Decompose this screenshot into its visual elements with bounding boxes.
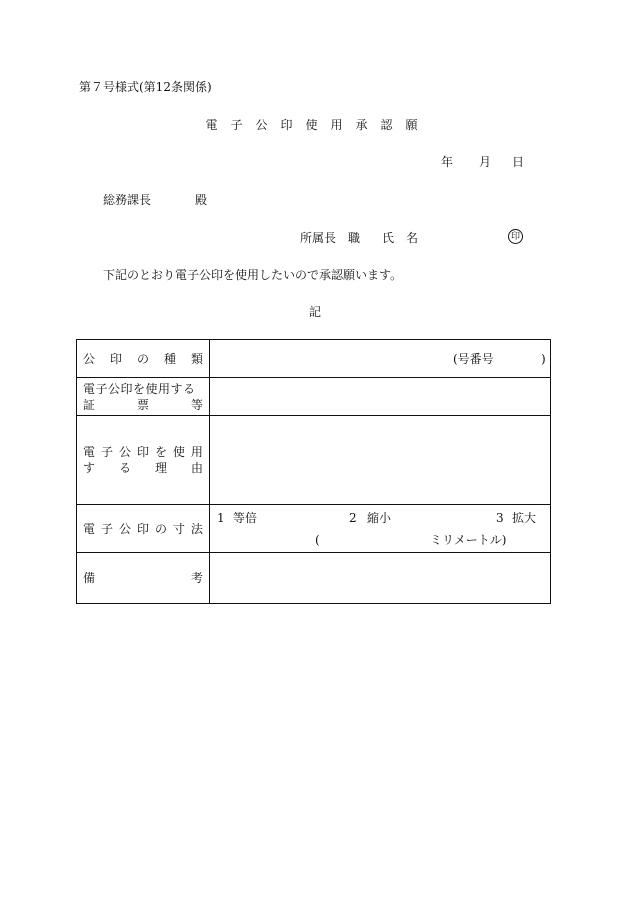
option-number: 3 bbox=[496, 511, 504, 525]
paren-open: ( bbox=[315, 533, 320, 547]
value-certificate[interactable] bbox=[210, 378, 551, 416]
option-same-size: 等倍 bbox=[233, 511, 258, 525]
applicant-affiliation-1: 所 bbox=[300, 231, 313, 245]
label-dimensions bbox=[77, 505, 210, 553]
date-month: 月 bbox=[479, 155, 492, 169]
label-char: 類 bbox=[190, 352, 203, 366]
value-remarks[interactable] bbox=[210, 553, 551, 604]
seal-mark-icon: 印 bbox=[508, 229, 523, 244]
label-char: 公 bbox=[118, 522, 131, 536]
label-line: 電子公印を使用する bbox=[83, 382, 196, 396]
applicant-line bbox=[300, 230, 336, 246]
label-char: 考 bbox=[190, 571, 203, 585]
label-char: 電 bbox=[83, 522, 96, 536]
option-number: 2 bbox=[349, 511, 357, 525]
label-char: の bbox=[136, 352, 149, 366]
value-seal-type[interactable] bbox=[210, 340, 551, 378]
label-char: 公 bbox=[118, 445, 131, 459]
applicant-name-1: 氏 bbox=[382, 231, 395, 245]
date-year: 年 bbox=[441, 155, 454, 169]
label-seal-type bbox=[77, 340, 210, 378]
label-certificate bbox=[77, 378, 210, 416]
label-remarks bbox=[77, 553, 210, 604]
label-char: 寸 bbox=[172, 522, 185, 536]
option-reduce: 縮小 bbox=[367, 511, 392, 525]
row-dimensions bbox=[77, 505, 551, 553]
label-char: 法 bbox=[190, 522, 203, 536]
label-char: の bbox=[154, 522, 167, 536]
addressee-name: 総務課長 bbox=[103, 193, 152, 207]
value-dimensions[interactable] bbox=[210, 505, 551, 553]
label-char: を bbox=[154, 445, 167, 459]
applicant-affiliation-2: 属 bbox=[312, 231, 325, 245]
label-char: 子 bbox=[100, 445, 113, 459]
label-char: 由 bbox=[190, 461, 203, 475]
label-char: 印 bbox=[136, 522, 149, 536]
label-char: 使 bbox=[172, 445, 185, 459]
ki-heading: 記 bbox=[308, 305, 321, 319]
addressee bbox=[103, 192, 207, 208]
value-reason[interactable] bbox=[210, 416, 551, 505]
number-close: ) bbox=[541, 352, 546, 366]
label-char: 等 bbox=[190, 398, 203, 412]
unit-millimeter: ミリメートル) bbox=[430, 533, 507, 547]
date-day: 日 bbox=[512, 155, 525, 169]
application-table bbox=[76, 339, 551, 604]
label-char: 印 bbox=[109, 352, 122, 366]
label-char: 理 bbox=[154, 461, 167, 475]
label-reason bbox=[77, 416, 210, 505]
label-char: 備 bbox=[83, 571, 96, 585]
label-char: す bbox=[83, 461, 96, 475]
applicant-affiliation-3: 長 bbox=[324, 231, 337, 245]
addressee-honorific: 殿 bbox=[195, 193, 208, 207]
applicant-name-2: 名 bbox=[406, 231, 419, 245]
label-char: 種 bbox=[163, 352, 176, 366]
label-char: 公 bbox=[83, 352, 96, 366]
request-statement: 下記のとおり電子公印を使用したいので承認願います。 bbox=[103, 268, 403, 282]
applicant-position: 職 bbox=[348, 231, 361, 245]
label-char: 用 bbox=[190, 445, 203, 459]
row-seal-type bbox=[77, 340, 551, 378]
option-enlarge: 拡大 bbox=[512, 511, 537, 525]
label-char: る bbox=[118, 461, 131, 475]
label-char: 子 bbox=[100, 522, 113, 536]
option-number: 1 bbox=[217, 511, 225, 525]
label-char: 票 bbox=[136, 398, 149, 412]
row-reason bbox=[77, 416, 551, 505]
label-char: 証 bbox=[83, 398, 96, 412]
label-char: 電 bbox=[83, 445, 96, 459]
label-char: 印 bbox=[136, 445, 149, 459]
document-title: 電子公印使用承認願 bbox=[205, 118, 431, 132]
number-open: (号番号 bbox=[453, 352, 494, 366]
row-remarks bbox=[77, 553, 551, 604]
row-certificate bbox=[77, 378, 551, 416]
form-number: 第７号様式(第12条関係) bbox=[79, 80, 212, 94]
